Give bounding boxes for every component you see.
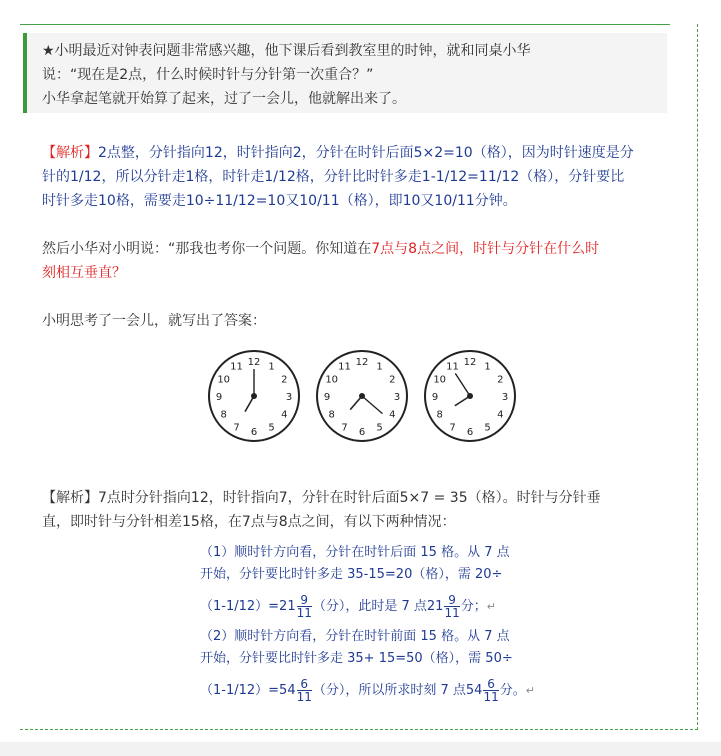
clock-number: 10 [433,374,447,386]
clock-number: 1 [484,361,491,373]
clock-number: 6 [466,427,474,438]
case2-frac-num-1: 6 [297,678,312,691]
clock-number: 3 [501,392,509,403]
case2-line-3 [200,678,535,703]
case2-fraction-2 [483,678,498,703]
case2-frac-den-1: 11 [296,690,312,704]
case2-line-1: （2）顺时针方向看，分针在时针前面 15 格。从 7 点 [200,629,510,644]
case1-line-2: 开始，分针要比时针多走 35-15=20（格），需 20÷ [200,567,503,582]
case2-frac-den-2: 11 [483,690,499,704]
clock-number: 12 [247,357,261,368]
return-mark: ↵ [525,684,535,697]
clock-number: 11 [230,361,243,373]
analysis1-text-1: 2点整，分针指向12，时针指向2，分针在时针后面5×2=10（格），因为时针速度是分 [98,145,634,161]
case1-fraction-2 [444,594,459,619]
clock-number: 1 [268,361,275,373]
page-bottom-band [0,742,721,756]
analysis2-line-2: 直，即时针与分针相差15格，在7点与8点之间，有以下两种情况： [42,514,456,530]
clock-number: 10 [217,374,231,386]
case2-line-2: 开始，分针要比时针多走 35+ 15=50（格），需 50÷ [200,651,513,666]
story-line-3: 小华拿起笔就开始算了起来，过了一会儿，他就解出来了。 [42,91,406,107]
clock-number: 6 [358,427,366,438]
clock-7-22 [314,348,410,444]
clock-number: 4 [389,409,396,421]
question-line-1 [42,237,599,261]
case1-frac-num-1: 9 [297,594,312,607]
clock-number: 6 [250,427,258,438]
question-prefix: 然后小华对小明说：“那我也考你一个问题。你知道在 [42,241,372,257]
analysis1-line-1 [42,141,634,165]
clock-number: 7 [233,422,240,434]
analysis1-line-3: 时针多走10格，需要走10÷11/12=10又10/11（格），即10又10/11分钟。 [42,193,517,209]
clock-number: 3 [285,392,293,403]
clock-number: 5 [268,422,275,434]
story-line-1: ★小明最近对钟表问题非常感兴趣，他下课后看到教室里的时钟，就和同桌小华 [42,43,531,59]
story-line-2: 说：“现在是2点，什么时候时针与分针第一次重合？” [42,67,374,83]
case2-expr-c: 分。 [499,683,526,698]
answer-intro: 小明思考了一会儿，就写出了答案： [42,313,266,329]
clock-number: 2 [281,374,288,386]
analysis2-tag: 【解析】 [42,490,98,506]
clock-number: 3 [393,392,401,403]
clock-number: 4 [281,409,288,421]
clock-number: 9 [323,392,331,403]
case2-fraction-1 [297,678,312,703]
case1-expr-a: （1-1/12）=21 [200,599,296,614]
question-red-1: 7点与8点之间，时针与分针在什么时 [371,241,600,257]
analysis1-tag: 【解析】 [42,145,98,161]
clock-7-00 [206,348,302,444]
return-mark: ↵ [486,600,496,613]
case1-fraction-1 [297,594,312,619]
clock-number: 11 [446,361,459,373]
clock-number: 7 [449,422,456,434]
case1-frac-den-1: 11 [296,606,312,620]
case1-frac-den-2: 11 [444,606,460,620]
clock-number: 9 [431,392,439,403]
analysis2-text-1: 7点时分针指向12，时针指向7，分针在时针后面5×7 = 35（格）。时针与分针垂 [98,490,601,506]
case2-expr-b: （分），所以所求时刻 7 点54 [312,683,483,698]
case1-line-3 [200,594,496,619]
clock-number: 8 [436,409,443,421]
clock-number: 9 [215,392,223,403]
case2-expr-a: （1-1/12）=54 [200,683,296,698]
story-quote-block [23,33,667,113]
clock-number: 10 [325,374,339,386]
clock-number: 4 [497,409,504,421]
case1-frac-num-2: 9 [444,594,459,607]
clock-number: 12 [355,357,369,368]
clock-number: 2 [497,374,504,386]
clock-figures [206,348,516,448]
case1-expr-b: （分），此时是 7 点21 [312,599,444,614]
question-line-2: 刻相互垂直？ [42,265,126,281]
clock-center [251,393,257,399]
case2-frac-num-2: 6 [483,678,498,691]
clock-number: 8 [328,409,335,421]
analysis2-line-1 [42,486,601,510]
clock-center [359,393,365,399]
clock-number: 7 [341,422,348,434]
clock-number: 5 [484,422,491,434]
clock-number: 2 [389,374,396,386]
clock-number: 12 [463,357,477,368]
clock-number: 8 [220,409,227,421]
case1-expr-c: 分； [460,599,487,614]
analysis1-line-2: 针的1/12，所以分针走1格，时针走1/12格，分针比时针多走1-1/12=11/12（格），分针要比 [42,169,625,185]
clock-center [467,393,473,399]
clock-number: 1 [376,361,383,373]
case1-line-1: （1）顺时针方向看，分针在时针后面 15 格。从 7 点 [200,545,510,560]
clock-number: 5 [376,422,383,434]
clock-7-55 [422,348,518,444]
clock-number: 11 [338,361,351,373]
